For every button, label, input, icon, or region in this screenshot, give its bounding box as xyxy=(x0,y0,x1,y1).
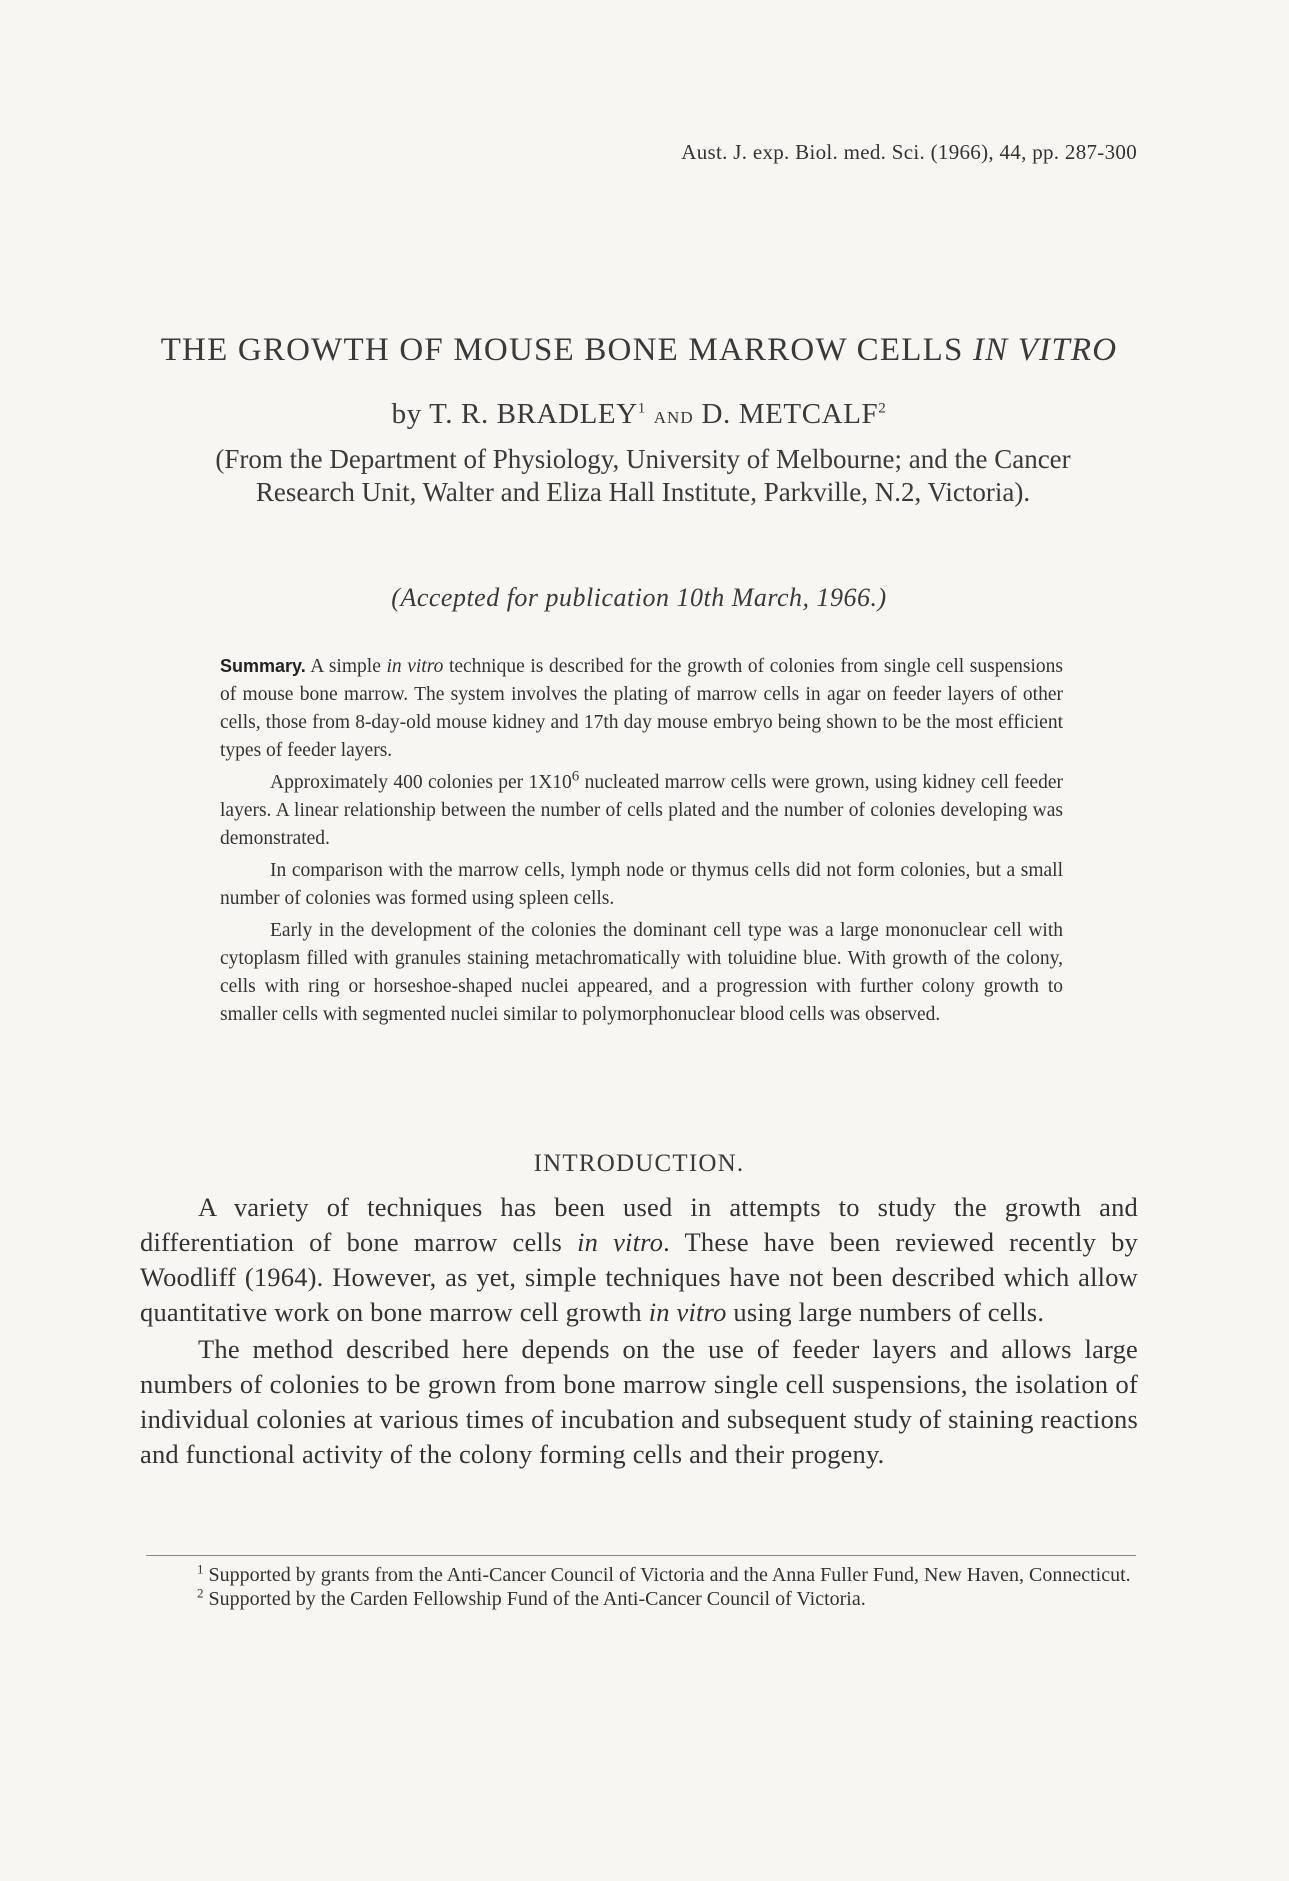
summary-italic: in vitro xyxy=(386,656,444,677)
footnote-2-mark: 2 xyxy=(197,1585,204,1601)
footnote-divider xyxy=(146,1555,1136,1556)
footnote-2 xyxy=(145,1587,1138,1611)
footnote-1-mark: 1 xyxy=(197,1561,204,1577)
author-1: T. R. BRADLEY xyxy=(429,398,638,430)
title-italic: IN VITRO xyxy=(972,332,1118,368)
author-1-footnote-mark: 1 xyxy=(637,400,646,417)
intro-text: using large numbers of cells. xyxy=(726,1297,1045,1327)
intro-text: A variety of techniques has been used in attempts to study the growth and differentiation of bone marrow cells xyxy=(140,1192,1138,1257)
intro-paragraph-1 xyxy=(140,1190,1138,1330)
introduction-heading: INTRODUCTION. xyxy=(533,1150,745,1177)
summary-text: nucleated marrow cells were grown, using kidney cell feeder layers. A linear relationship between the number of cells plated and the number of colonies developing was demonstrated. xyxy=(220,772,1063,849)
journal-citation: Aust. J. exp. Biol. med. Sci. (1966), 44, pp. 287-300 xyxy=(681,140,1137,164)
introduction-body xyxy=(140,1190,1138,1474)
intro-italic: in vitro xyxy=(577,1227,664,1257)
summary-section xyxy=(220,652,1063,1033)
intro-italic: in vitro xyxy=(648,1297,727,1327)
intro-text: . These have been reviewed recently by Woodliff (1964). However, as yet, simple techniques have not been described which allow quantitative work on bone marrow cell growth xyxy=(140,1227,1139,1327)
accepted-date: (Accepted for publication 10th March, 1966.) xyxy=(391,583,887,612)
summary-paragraph-3: In comparison with the marrow cells, lymph node or thymus cells did not form colonies, but a small number of colonies was formed using spleen cells. xyxy=(220,860,1063,909)
footnote-1 xyxy=(145,1563,1138,1587)
title-main: THE GROWTH OF MOUSE BONE MARROW CELLS xyxy=(160,332,973,368)
intro-paragraph-2: The method described here depends on the use of feeder layers and allows large numbers of colonies to be grown from bone marrow single cell suspensions, the isolation of individual colonies at various times of incubation and subsequent study of staining reactions and functional activity of the colony forming cells and their progeny. xyxy=(140,1334,1138,1469)
summary-text: technique is described for the growth of colonies from single cell suspensions of mouse bone marrow. The system involves the plating of marrow cells in agar on feeder layers of other cells, those from 8-day-old mouse kidney and 17th day mouse embryo being shown to be the most efficient types of feeder layers. xyxy=(220,656,1063,761)
summary-text: A simple xyxy=(305,656,387,677)
summary-paragraph-1 xyxy=(220,652,1063,765)
summary-paragraph-2 xyxy=(220,769,1063,853)
and-word: AND xyxy=(653,408,694,427)
affiliation: (From the Department of Physiology, University of Melbourne; and the Cancer Research Unit, Walter and Eliza Hall Institute, Parkville, N.2, Victoria). xyxy=(215,444,1071,507)
paper-title xyxy=(140,332,1138,369)
footnotes xyxy=(145,1563,1138,1611)
summary-paragraph-4: Early in the development of the colonies the dominant cell type was a large mononuclear cell with cytoplasm filled with granules staining metachromatically with toluidine blue. With growth of the colony, cells with ring or horseshoe-shaped nuclei appeared, and a progression with further colony growth to smaller cells with segmented nuclei similar to polymorphonuclear blood cells was observed. xyxy=(220,920,1063,1025)
exponent: 6 xyxy=(571,768,580,785)
author-2-footnote-mark: 2 xyxy=(878,400,887,417)
author-2: D. METCALF xyxy=(701,398,879,430)
author-line xyxy=(140,398,1138,431)
footnote-1-text: Supported by grants from the Anti-Cancer Council of Victoria and the Anna Fuller Fund, New Haven, Connecticut. xyxy=(203,1564,1131,1586)
summary-label: Summary. xyxy=(220,656,306,676)
by-word: by xyxy=(391,398,422,430)
summary-text: Approximately 400 colonies per 1X10 xyxy=(270,772,572,793)
footnote-2-text: Supported by the Carden Fellowship Fund of the Anti-Cancer Council of Victoria. xyxy=(203,1588,866,1610)
